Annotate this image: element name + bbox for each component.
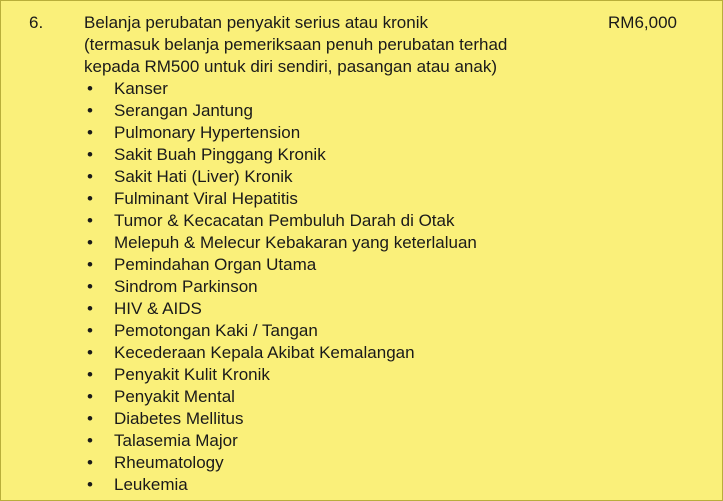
condition-item (84, 232, 584, 254)
condition-label: Serangan Jantung (114, 101, 253, 120)
condition-item (84, 474, 584, 496)
item-content (84, 12, 584, 496)
condition-label: Kanser (114, 79, 168, 98)
condition-item (84, 386, 584, 408)
condition-label: Penyakit Mental (114, 387, 235, 406)
condition-item (84, 78, 584, 100)
condition-item (84, 100, 584, 122)
bullet-icon: • (87, 189, 93, 208)
bullet-icon: • (87, 365, 93, 384)
item-number: 6. (29, 13, 44, 32)
bullet-icon: • (87, 101, 93, 120)
bullet-icon: • (87, 123, 93, 142)
relief-amount: RM6,000 (608, 13, 677, 32)
bullet-icon: • (87, 211, 93, 230)
bullet-icon: • (87, 299, 93, 318)
condition-label: Pemotongan Kaki / Tangan (114, 321, 318, 340)
bullet-icon: • (87, 79, 93, 98)
condition-label: Sakit Hati (Liver) Kronik (114, 167, 293, 186)
condition-label: Pulmonary Hypertension (114, 123, 301, 142)
condition-label: HIV & AIDS (114, 299, 202, 318)
bullet-icon: • (87, 255, 93, 274)
condition-item (84, 364, 584, 386)
condition-label: Melepuh & Melecur Kebakaran yang keterlaluan (114, 233, 477, 252)
condition-item (84, 144, 584, 166)
condition-item (84, 298, 584, 320)
bullet-icon: • (87, 145, 93, 164)
conditions-list (84, 78, 584, 496)
condition-label: Diabetes Mellitus (114, 409, 244, 428)
condition-label: Talasemia Major (114, 431, 238, 450)
condition-label: Penyakit Kulit Kronik (114, 365, 270, 384)
condition-item (84, 452, 584, 474)
description-line: (termasuk belanja pemeriksaan penuh perubatan terhad (84, 35, 508, 54)
condition-item (84, 342, 584, 364)
bullet-icon: • (87, 233, 93, 252)
bullet-icon: • (87, 321, 93, 340)
condition-label: Fulminant Viral Hepatitis (114, 189, 298, 208)
condition-label: Kecederaan Kepala Akibat Kemalangan (114, 343, 415, 362)
condition-item (84, 166, 584, 188)
condition-label: Leukemia (114, 475, 188, 494)
description-line: kepada RM500 untuk diri sendiri, pasangan atau anak) (84, 57, 497, 76)
condition-item (84, 408, 584, 430)
condition-item (84, 320, 584, 342)
condition-item (84, 188, 584, 210)
bullet-icon: • (87, 343, 93, 362)
relief-item-row (1, 1, 722, 500)
bullet-icon: • (87, 167, 93, 186)
bullet-icon: • (87, 277, 93, 296)
condition-item (84, 210, 584, 232)
bullet-icon: • (87, 475, 93, 494)
condition-item (84, 276, 584, 298)
condition-label: Sindrom Parkinson (114, 277, 258, 296)
bullet-icon: • (87, 453, 93, 472)
bullet-icon: • (87, 409, 93, 428)
description-line: Belanja perubatan penyakit serius atau kronik (84, 13, 428, 32)
condition-label: Tumor & Kecacatan Pembuluh Darah di Otak (114, 211, 455, 230)
bullet-icon: • (87, 431, 93, 450)
condition-label: Sakit Buah Pinggang Kronik (114, 145, 326, 164)
condition-item (84, 254, 584, 276)
condition-label: Pemindahan Organ Utama (114, 255, 317, 274)
condition-label: Rheumatology (114, 453, 224, 472)
condition-item (84, 122, 584, 144)
condition-item (84, 430, 584, 452)
bullet-icon: • (87, 387, 93, 406)
